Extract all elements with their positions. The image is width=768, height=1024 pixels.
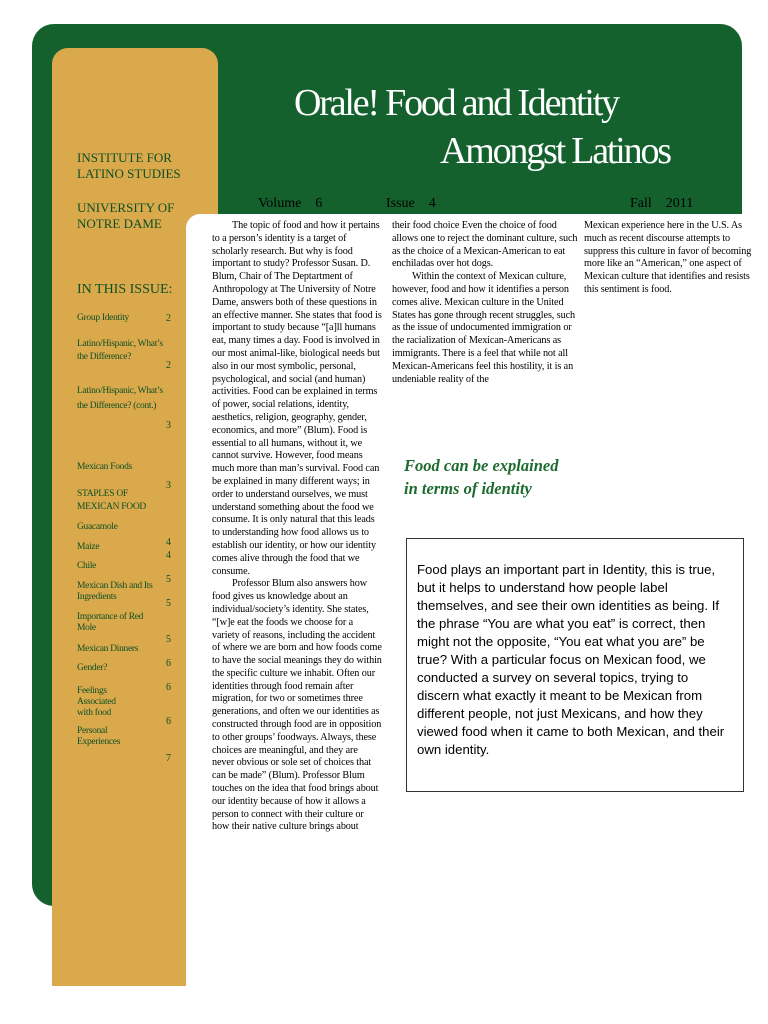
season-label: Fall 2011	[630, 196, 694, 211]
article-paragraph: Mexican experience here in the U.S. As much as recent discourse attempts to suppress this culture in favor of becoming more like an “American,” one aspect of Mexican culture that identifies and resists this sentiment is food.	[584, 220, 752, 295]
toc-item-label: Latino/Hispanic, What’s the Difference?	[77, 339, 163, 362]
toc-item-page: 6	[166, 716, 171, 727]
toc-item-label: Feelings Associated with food	[77, 686, 116, 718]
volume-label: Volume 6	[258, 196, 323, 211]
toc-item-label: Maize	[77, 542, 100, 552]
survey-intro-box	[406, 538, 744, 792]
toc-item-page: 4	[166, 537, 171, 548]
toc-item-page: 5	[166, 598, 171, 609]
toc-item-label: Latino/Hispanic, What’s the Difference? (cont.)	[77, 386, 163, 411]
article-column-2	[392, 220, 578, 386]
newsletter-title-line2: Amongst Latinos	[440, 130, 670, 172]
toc-item-label: Importance of Red Mole	[77, 612, 144, 633]
article-paragraph: Professor Blum also answers how food gives us knowledge about an individual/society’s identity. She states, “[w]e eat the foods we choose for a variety of reasons, including the accident of where we are born and how foods come to have the social meanings they do within the specific culture we inhabit. Often our identities through food remain after migration, for two or sometimes three generations, and often we our identities as constructed through food are in opposition to other groups’ foodways. Always, these choices are meaningful, and they are never obvious or sole set of choices that can be made” (Blum). Professor Blum touches on the idea that food brings about our identity because of how it allows a person to connect with their culture or how their native culture brings about	[212, 578, 382, 833]
issue-label: Issue 4	[386, 196, 436, 211]
survey-intro-text: Food plays an important part in Identity, this is true, but it helps to understand how people label themselves, and see their own identities as being. If the phrase “You are what you eat” is correct, then might not the opposite, “You eat what you are” be true? With a particular focus on Mexican food, we conducted a survey on several topics, trying to discern what exactly it meant to be Mexican from different people, not just Mexicans, and how they viewed food when it came to both Mexican, and their own identity.	[417, 562, 725, 757]
article-column-1	[212, 220, 382, 834]
newsletter-title-line1: Orale! Food and Identity	[294, 82, 618, 124]
toc-item-page: 6	[166, 682, 171, 693]
toc-item-page: 4	[166, 550, 171, 561]
toc-item-label: STAPLES OF MEXICAN FOOD	[77, 489, 146, 512]
toc-item-page: 2	[166, 360, 171, 371]
university-name: UNIVERSITY OF NOTRE DAME	[77, 200, 175, 231]
toc-item-page: 3	[166, 420, 171, 431]
toc-item-page: 5	[166, 574, 171, 585]
toc-item-label: Group Identity	[77, 313, 129, 323]
institute-name: INSTITUTE FOR LATINO STUDIES	[77, 150, 181, 181]
toc-item-label: Personal Experiences	[77, 726, 121, 747]
pull-quote: Food can be explained in terms of identity	[404, 456, 559, 498]
toc-item-page: 7	[166, 753, 171, 764]
toc-item-page: 6	[166, 658, 171, 669]
toc-item-label: Chile	[77, 561, 97, 571]
toc-item-label: Mexican Dish and Its Ingredients	[77, 581, 153, 602]
article-paragraph: Within the context of Mexican culture, however, food and how it identifies a person comes alive. Mexican culture in the United States has gone through recent struggles, such as the issue of undocumented immigration or the racialization of Mexican-Americans as immigrants. There is a feel that while not all Mexican-Americans feel this hostility, it is an undeniable reality of the	[392, 271, 575, 385]
article-paragraph: their food choice Even the choice of food allows one to reject the dominant culture, such as the choice of a Mexican-American to eat enchiladas over hot dogs.	[392, 220, 578, 270]
article-paragraph: The topic of food and how it pertains to a person’s identity is a target of scholarly research. But why is food important to study? Professor Susan. D. Blum, Chair of The Deptartment of Anthropology at The University of Notre Dame, answers both of these questions in an effective manner. She states that food is important to study because “[a]ll humans eat, many times a day. Food is involved in our most animal-like, biological needs but also in our most symbolic, personal, psychological, and social (and human) activities. Food can be explained in terms of power, social relations, identity, aesthetics, religion, geography, gender, economics, and more” (Blum). Food is essential to all humans, without it, we cannot survive. However, food means much more than man’s survival. Food can be explained in many different ways; in order to understand ourselves, we must understand something about the food we consume. It is only natural that this leads to understanding how food allows us to establish our identity, or how our identity comes alive through the food that we consume.	[212, 220, 382, 577]
toc-item-page: 2	[166, 313, 171, 324]
toc-item-label: Mexican Dinners	[77, 644, 139, 654]
toc-item-label: Gender?	[77, 663, 108, 673]
toc-item-label: Guacamole	[77, 522, 118, 532]
toc-item-page: 5	[166, 634, 171, 645]
in-this-issue-heading: IN THIS ISSUE:	[77, 282, 173, 297]
article-column-3	[584, 220, 756, 297]
toc-item-page: 3	[166, 480, 171, 491]
toc-item-label: Mexican Foods	[77, 462, 132, 472]
